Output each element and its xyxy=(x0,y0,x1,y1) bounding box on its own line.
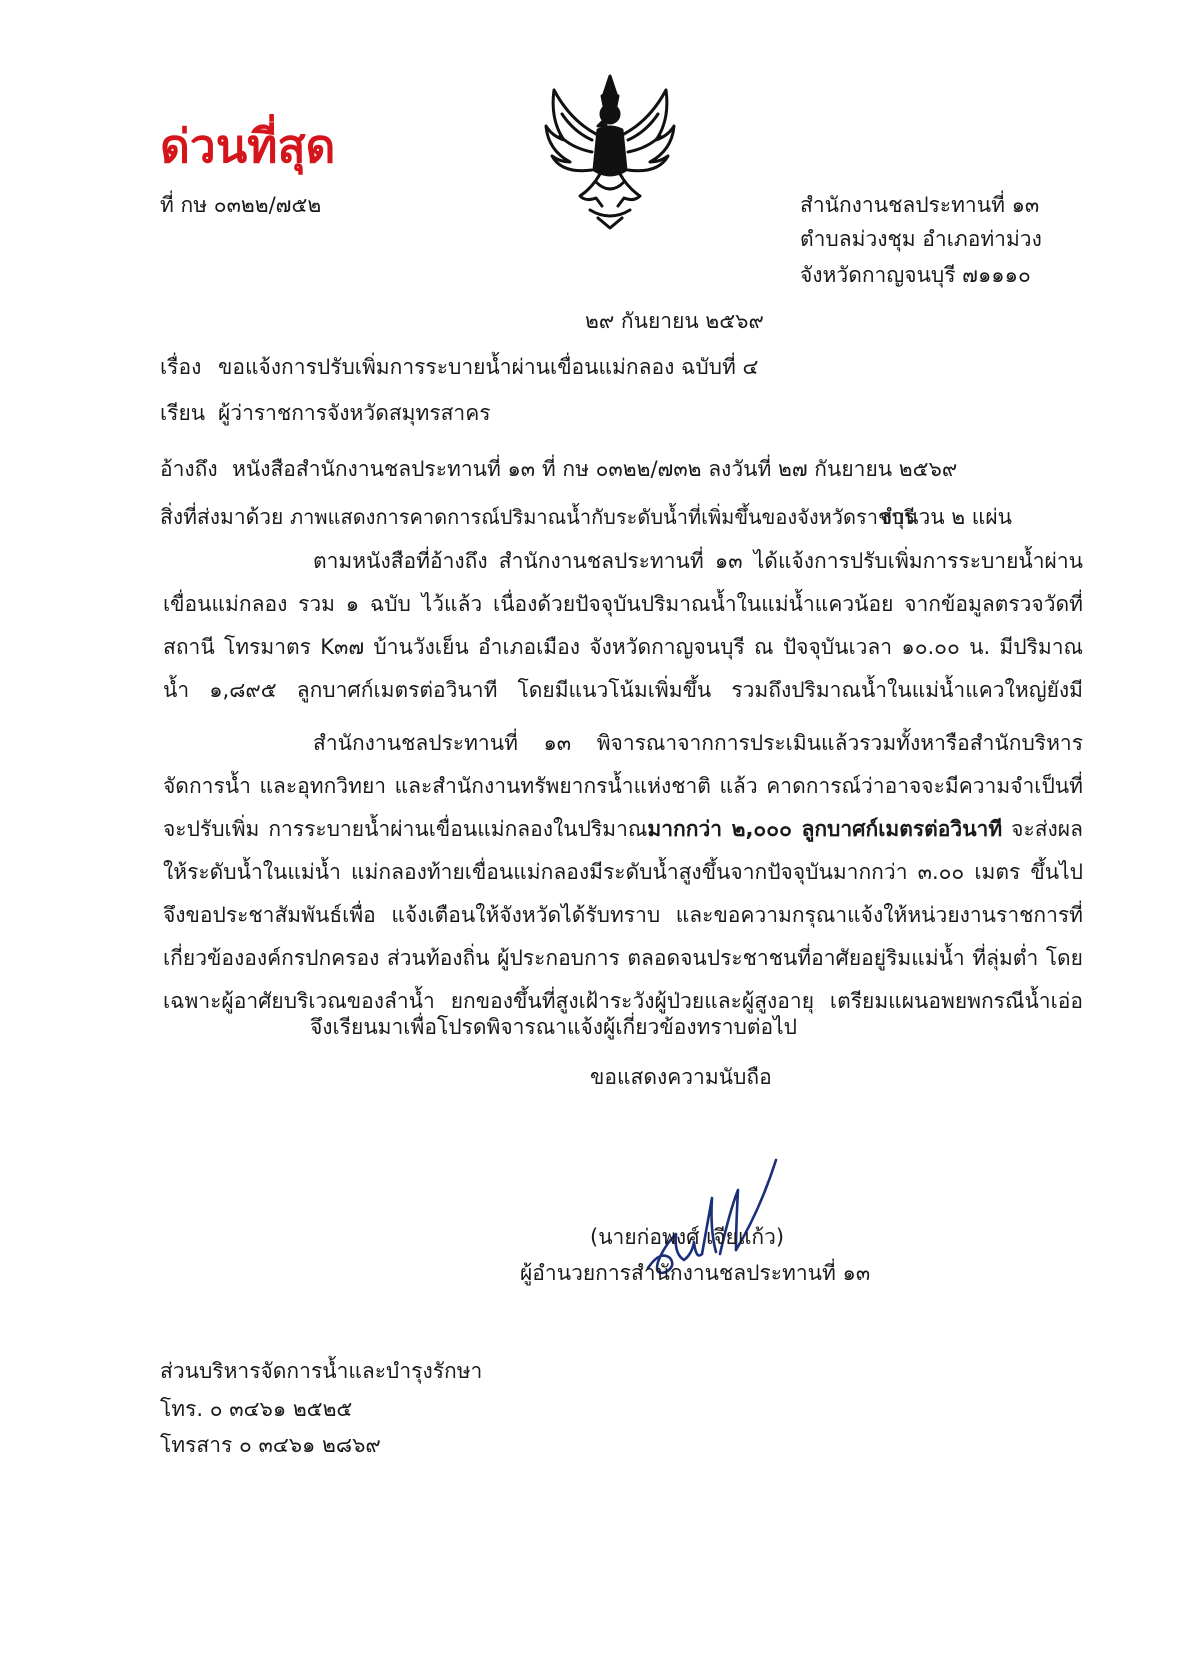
recipient-text: ผู้ว่าราชการจังหวัดสมุทรสาคร xyxy=(218,401,491,425)
urgency-label: ด่วนที่สุด xyxy=(160,119,336,173)
enclosure-count: จำนวน ๒ แผ่น xyxy=(880,505,1012,529)
subject-label: เรื่อง xyxy=(160,355,202,379)
body-paragraph-2 xyxy=(163,722,1083,1022)
body-paragraph-2-text-end: จะส่งผลให้ระดับน้ำในแม่น้ำ แม่กลองท้ายเขื่อนแม่กลองมีระดับน้ำสูงขึ้นจากปัจจุบันมากกว่า ๓.๐๐ เมตร ขึ้นไป จึงขอประชาสัมพันธ์เพื่อ แจ้งเตือนให้จังหวัดได้รับทราบ และขอความกรุณาแจ้งให้หน่วยงานราชการที่เกี่ยวข้ององค์กรปกครอง ส่วนท้องถิ่น ผู้ประกอบการ ตลอดจนประชาชนที่อาศัยอยู่ริมแม่น้ำ ที่ลุ่มต่ำ โดยเฉพาะผู้อาศัยบริเวณของลำน้ำ ยกของขึ้นที่สูงเฝ้าระวังผู้ป่วยและผู้สูงอายุ เตรียมแผนอพยพกรณีน้ำเอ่อ xyxy=(163,817,1083,1013)
garuda-emblem-icon xyxy=(540,70,680,230)
footer-fax: โทรสาร ๐ ๓๔๖๑ ๒๘๖๙ xyxy=(160,1433,381,1457)
body-paragraph-2-text-start: สำนักงานชลประทานที่ ๑๓ พิจารณาจากการประเมินแล้วรวมทั้งหารือสำนักบริหารจัดการน้ำ และอุทกวิทยา และสำนักงานทรัพยากรน้ำแห่งชาติ แล้ว คาดการณ์ว่าอาจจะมีความจำเป็นที่จะปรับเพิ่ม การระบายน้ำผ่านเขื่อนแม่กลองในปริมาณ xyxy=(163,731,1083,841)
enclosure-text: ภาพแสดงการคาดการณ์ปริมาณน้ำกับระดับน้ำที่เพิ่มขึ้นของจังหวัดราชบุรี xyxy=(290,505,915,529)
footer-department: ส่วนบริหารจัดการน้ำและบำรุงรักษา xyxy=(160,1359,483,1383)
office-line-1: สำนักงานชลประทานที่ ๑๓ xyxy=(800,193,1040,217)
recipient-label: เรียน xyxy=(160,401,206,425)
body-paragraph-1 xyxy=(163,540,1083,712)
letter-date: ๒๙ กันยายน ๒๕๖๙ xyxy=(585,309,764,333)
office-line-2: ตำบลม่วงชุม อำเภอท่าม่วง xyxy=(800,227,1042,251)
salutation: ขอแสดงความนับถือ xyxy=(590,1065,772,1089)
body-paragraph-2-highlight: มากกว่า ๒,๐๐๐ ลูกบาศก์เมตรต่อวินาที xyxy=(647,817,1003,841)
signer-title: ผู้อำนวยการสำนักงานชลประทานที่ ๑๓ xyxy=(520,1261,871,1285)
office-line-3: จังหวัดกาญจนบุรี ๗๑๑๑๐ xyxy=(800,263,1031,287)
subject-text: ขอแจ้งการปรับเพิ่มการระบายน้ำผ่านเขื่อนแม่กลอง ฉบับที่ ๔ xyxy=(218,355,759,379)
reference-number: ที่ กษ ๐๓๒๒/๗๕๒ xyxy=(160,193,322,217)
signer-name: (นายก่อพงศ์ เจียแก้ว) xyxy=(590,1225,785,1249)
body-paragraph-1-text: ตามหนังสือที่อ้างถึง สำนักงานชลประทานที่ ๑๓ ได้แจ้งการปรับเพิ่มการระบายน้ำผ่าน เขื่อนแม่กลอง รวม ๑ ฉบับ ไว้แล้ว เนื่องด้วยปัจจุบันปริมาณน้ำในแม่น้ำแควน้อย จากข้อมูลตรวจวัดที่สถานี โทรมาตร K๓๗ บ้านวังเย็น อำเภอเมือง จังหวัดกาญจนบุรี ณ ปัจจุบันเวลา ๑๐.๐๐ น. มีปริมาณน้ำ ๑,๘๙๕ ลูกบาศก์เมตรต่อวินาที โดยมีแนวโน้มเพิ่มขึ้น รวมถึงปริมาณน้ำในแม่น้ำแควใหญ่ยังมี xyxy=(163,549,1083,702)
closing-request: จึงเรียนมาเพื่อโปรดพิจารณาแจ้งผู้เกี่ยวข้องทราบต่อไป xyxy=(310,1015,797,1039)
reference-text: หนังสือสำนักงานชลประทานที่ ๑๓ ที่ กษ ๐๓๒๒/๗๓๒ ลงวันที่ ๒๗ กันยายน ๒๕๖๙ xyxy=(232,457,958,481)
reference-label: อ้างถึง xyxy=(160,457,218,481)
enclosure-label: สิ่งที่ส่งมาด้วย xyxy=(160,505,284,529)
footer-phone: โทร. ๐ ๓๔๖๑ ๒๕๒๕ xyxy=(160,1397,353,1421)
